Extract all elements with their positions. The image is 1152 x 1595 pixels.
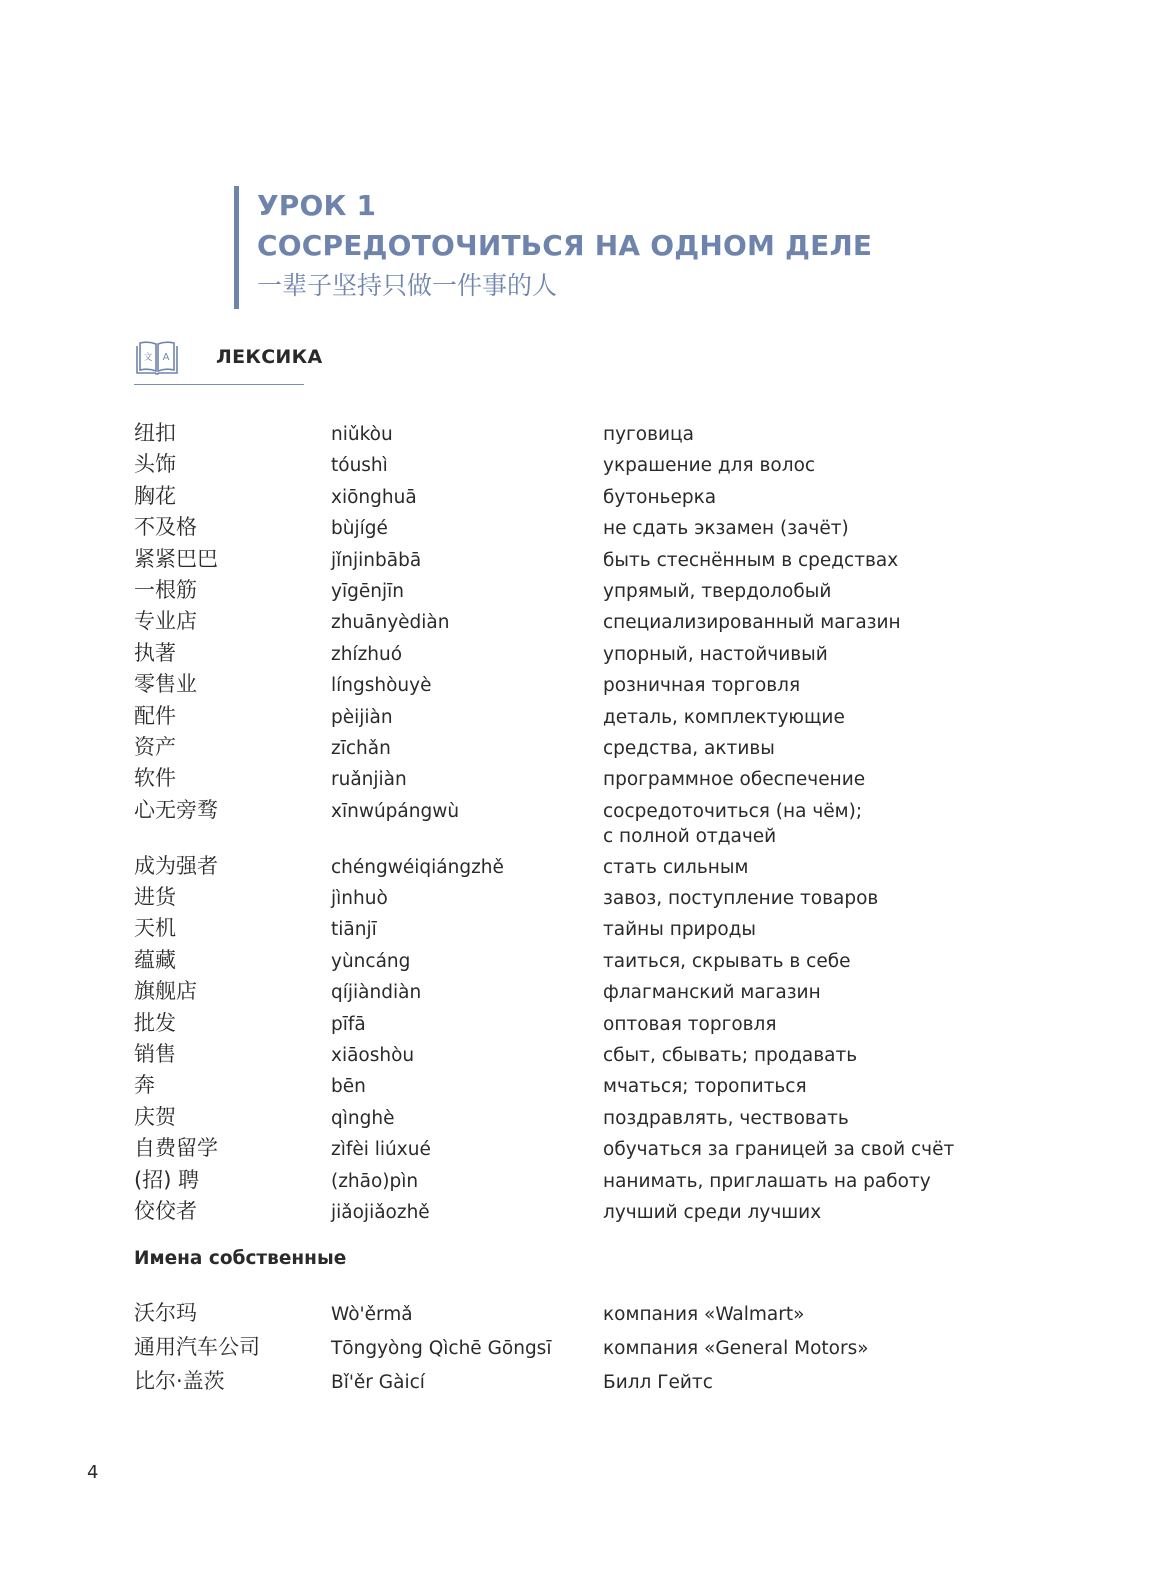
proper-names-list (134, 1300, 994, 1402)
hanzi-term: 配件 (134, 703, 176, 728)
russian-translation: таиться, скрывать в себе (603, 950, 851, 972)
russian-translation: обучаться за границей за свой счёт (603, 1139, 955, 1161)
hanzi-term: 心无旁骛 (134, 797, 218, 822)
pinyin-transcription: qíjiàndiàn (331, 982, 422, 1004)
vocab-row (134, 797, 994, 853)
vocab-row (134, 1041, 994, 1072)
hanzi-term: 比尔·盖茨 (134, 1369, 225, 1393)
pinyin-transcription: qìnghè (331, 1107, 395, 1129)
pinyin-transcription: zhuānyèdiàn (331, 612, 450, 634)
vocab-row (134, 947, 994, 978)
hanzi-term: 佼佼者 (134, 1198, 197, 1223)
vocab-row (134, 915, 994, 946)
hanzi-term: 专业店 (134, 609, 197, 634)
vocab-row (134, 765, 994, 796)
book-translate-icon (134, 340, 180, 378)
proper-names-title: Имена собственные (134, 1248, 347, 1269)
pinyin-transcription: xiōnghuā (331, 486, 417, 508)
vocab-row (134, 514, 994, 545)
russian-translation: стать сильным (603, 856, 749, 878)
vocab-row (134, 1167, 994, 1198)
hanzi-term: 自费留学 (134, 1136, 218, 1161)
russian-translation: быть стеснённым в средствах (603, 549, 899, 571)
vocabulary-list (134, 420, 994, 1229)
hanzi-term: 纽扣 (134, 421, 176, 445)
vocab-row (134, 853, 994, 884)
icon-glyph-right: A (162, 352, 170, 363)
vocab-row (134, 451, 994, 482)
vocab-row (134, 546, 994, 577)
hanzi-term: 天机 (134, 916, 176, 941)
hanzi-term: 成为强者 (134, 853, 218, 878)
pinyin-transcription: jǐnjinbābā (331, 549, 422, 571)
russian-translation: оптовая торговля (603, 1013, 777, 1035)
hanzi-term: 蕴藏 (134, 947, 176, 972)
russian-translation: тайны природы (603, 919, 757, 941)
hanzi-term: 软件 (134, 766, 176, 791)
section-title: ЛЕКСИКА (216, 346, 323, 368)
vocab-row (134, 1300, 994, 1334)
russian-translation: бутоньерка (603, 486, 717, 508)
pinyin-transcription: Tōngyòng Qìchē Gōngsī (331, 1338, 552, 1359)
pinyin-transcription: chéngwéiqiángzhě (331, 856, 504, 878)
lesson-number: УРОК 1 (257, 189, 377, 222)
vocab-row (134, 1368, 994, 1402)
vocab-row (134, 978, 994, 1009)
russian-translation: упорный, настойчивый (603, 643, 828, 665)
pinyin-transcription: zhízhuó (331, 643, 403, 665)
russian-translation: программное обеспечение (603, 769, 866, 791)
russian-translation: сбыт, сбывать; продавать (603, 1045, 858, 1067)
russian-translation: не сдать экзамен (зачёт) (603, 518, 849, 540)
pinyin-transcription: pīfā (331, 1013, 366, 1035)
russian-translation: компания «Walmart» (603, 1304, 805, 1325)
russian-translation: завоз, поступление товаров (603, 888, 879, 910)
hanzi-term: 奔 (134, 1073, 155, 1098)
pinyin-transcription: (zhāo)pìn (331, 1170, 419, 1192)
icon-glyph-left: 文 (143, 353, 153, 363)
pinyin-transcription: tiānjī (331, 919, 377, 941)
pinyin-transcription: Bǐ'ěr Gàicí (331, 1372, 425, 1393)
vocab-row (134, 577, 994, 608)
russian-translation: флагманский магазин (603, 982, 821, 1004)
russian-translation: специализированный магазин (603, 612, 901, 634)
pinyin-transcription: xiāoshòu (331, 1045, 415, 1067)
vocab-row (134, 884, 994, 915)
pinyin-transcription: Wò'ěrmǎ (331, 1304, 413, 1325)
pinyin-transcription: zīchǎn (331, 737, 391, 759)
hanzi-term: 不及格 (134, 515, 197, 540)
vocab-row (134, 483, 994, 514)
pinyin-transcription: yùncáng (331, 950, 411, 972)
vocab-row (134, 734, 994, 765)
lesson-header (234, 186, 872, 309)
hanzi-term: 一根筋 (134, 577, 197, 602)
hanzi-term: 进货 (134, 885, 176, 910)
vocab-row (134, 703, 994, 734)
russian-translation: поздравлять, чествовать (603, 1107, 849, 1129)
pinyin-transcription: bùjígé (331, 518, 388, 540)
vocab-row (134, 640, 994, 671)
hanzi-term: 批发 (134, 1010, 176, 1035)
russian-translation: средства, активы (603, 737, 775, 759)
hanzi-term: 沃尔玛 (134, 1301, 197, 1325)
pinyin-transcription: yīgēnjīn (331, 580, 404, 602)
pinyin-transcription: xīnwúpángwù (331, 800, 460, 822)
vocab-row (134, 1135, 994, 1166)
vocab-row (134, 1104, 994, 1135)
russian-translation: лучший среди лучших (603, 1201, 822, 1223)
hanzi-term: 庆贺 (134, 1104, 176, 1129)
page-number: 4 (87, 1462, 99, 1483)
vocab-row (134, 1010, 994, 1041)
section-heading (134, 340, 323, 385)
russian-translation: упрямый, твердолобый (603, 580, 832, 602)
vocab-row (134, 671, 994, 702)
hanzi-term: 头饰 (134, 452, 176, 477)
hanzi-term: 资产 (134, 734, 176, 759)
vocab-row (134, 608, 994, 639)
lesson-subtitle: 一辈子坚持只做一件事的人 (257, 271, 558, 300)
russian-translation: сосредоточиться (на чём); с полной отдачей (603, 800, 863, 847)
vocab-row (134, 1072, 994, 1103)
pinyin-transcription: niǔkòu (331, 424, 393, 445)
hanzi-term: 执著 (134, 640, 176, 665)
pinyin-transcription: jìnhuò (331, 888, 388, 910)
hanzi-term: 胸花 (134, 483, 176, 508)
hanzi-term: (招) 聘 (134, 1167, 200, 1192)
vocab-row (134, 1334, 994, 1368)
pinyin-transcription: tóushì (331, 455, 388, 477)
pinyin-transcription: bēn (331, 1076, 366, 1098)
russian-translation: деталь, комплектующие (603, 706, 845, 728)
russian-translation: мчаться; торопиться (603, 1076, 807, 1098)
pinyin-transcription: ruǎnjiàn (331, 769, 407, 791)
pinyin-transcription: zìfèi liúxué (331, 1139, 431, 1161)
russian-translation: Билл Гейтс (603, 1372, 713, 1393)
russian-translation: пуговица (603, 424, 694, 445)
vocab-row (134, 1198, 994, 1229)
vocab-row (134, 420, 994, 451)
hanzi-term: 零售业 (134, 672, 197, 697)
pinyin-transcription: jiǎojiǎozhě (331, 1201, 430, 1223)
hanzi-term: 通用汽车公司 (134, 1335, 260, 1359)
hanzi-term: 旗舰店 (134, 979, 197, 1004)
pinyin-transcription: língshòuyè (331, 675, 432, 697)
hanzi-term: 销售 (134, 1042, 176, 1067)
pinyin-transcription: pèijiàn (331, 706, 393, 728)
russian-translation: розничная торговля (603, 675, 801, 697)
russian-translation: украшение для волос (603, 455, 816, 477)
hanzi-term: 紧紧巴巴 (134, 546, 218, 571)
lesson-title: СОСРЕДОТОЧИТЬСЯ НА ОДНОМ ДЕЛЕ (257, 229, 873, 262)
russian-translation: нанимать, приглашать на работу (603, 1170, 931, 1192)
russian-translation: компания «General Motors» (603, 1338, 869, 1359)
